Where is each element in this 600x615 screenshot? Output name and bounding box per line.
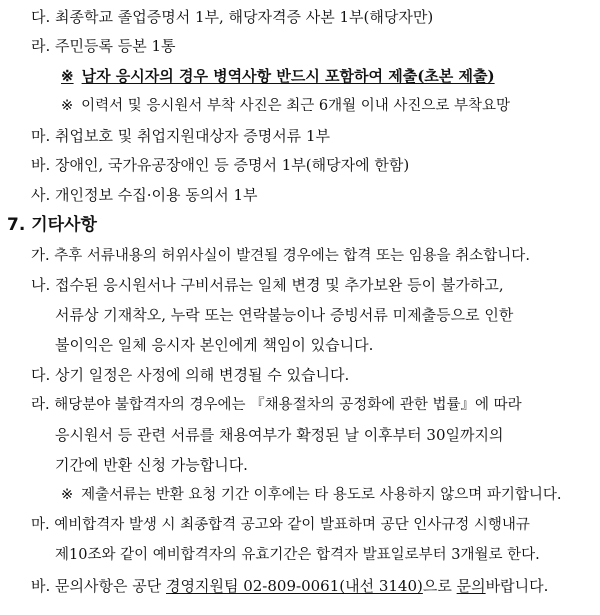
etc-item-ra-line3: 기간에 반환 신청 가능합니다. <box>55 456 248 474</box>
etc-item-ma-line1: 마. 예비합격자 발생 시 최종합격 공고와 같이 발표하며 공단 인사규정 시행내규 <box>31 517 530 533</box>
reference-mark: ※ <box>61 67 74 85</box>
return-note-text: 제출서류는 반환 요청 기간 이후에는 타 용도로 사용하지 않으며 파기합니다. <box>81 487 562 503</box>
etc-item-na-line3: 불이익은 일체 응시자 본인에게 책임이 있습니다. <box>55 336 374 354</box>
military-note <box>61 66 495 86</box>
doc-item-ma: 마. 취업보호 및 취업지원대상자 증명서류 1부 <box>31 127 330 145</box>
inquiry-mid: 으로 <box>422 577 457 595</box>
photo-note-text: 이력서 및 응시원서 부착 사진은 최근 6개월 이내 사진으로 부착요망 <box>81 98 511 114</box>
photo-note <box>61 96 510 116</box>
reference-mark: ※ <box>61 98 74 114</box>
etc-item-ga: 가. 추후 서류내용의 허위사실이 발견될 경우에는 합격 또는 임용을 취소합니다. <box>31 248 530 264</box>
inquiry-word: 문의 <box>456 577 486 595</box>
section-heading: 7. 기타사항 <box>7 215 97 235</box>
etc-item-ma-line2: 제10조와 같이 예비합격자의 유효기간은 합격자 발표일로부터 3개월로 한다. <box>55 547 540 563</box>
etc-item-na-line2: 서류상 기재착오, 누락 또는 연락불능이나 증빙서류 미제출등으로 인한 <box>55 306 514 324</box>
doc-item-ra: 라. 주민등록 등본 1통 <box>31 37 176 55</box>
contact-info: 경영지원팀 02-809-0061(내선 3140) <box>166 577 423 595</box>
etc-item-na-line1: 나. 접수된 응시원서나 구비서류는 일체 변경 및 추가보완 등이 불가하고, <box>31 276 504 294</box>
doc-item-da: 다. 최종학교 졸업증명서 1부, 해당자격증 사본 1부(해당자만) <box>31 8 434 26</box>
etc-item-ba <box>31 576 548 596</box>
etc-item-da: 다. 상기 일정은 사정에 의해 변경될 수 있습니다. <box>31 366 350 384</box>
reference-mark: ※ <box>61 487 74 503</box>
doc-item-sa: 사. 개인정보 수집·이용 동의서 1부 <box>31 186 258 204</box>
etc-item-ra-line1: 라. 해당분야 불합격자의 경우에는 『채용절차의 공정화에 관한 법률』에 따라 <box>31 397 522 413</box>
inquiry-prefix: 바. 문의사항은 공단 <box>31 577 166 595</box>
doc-item-ba: 바. 장애인, 국가유공장애인 등 증명서 1부(해당자에 한함) <box>31 156 410 174</box>
inquiry-suffix: 바랍니다. <box>485 577 549 595</box>
military-note-text: 남자 응시자의 경우 병역사항 반드시 포함하여 제출(초본 제출) <box>81 67 495 85</box>
etc-item-ra-line2: 응시원서 등 관련 서류를 채용여부가 확정된 날 이후부터 30일까지의 <box>55 426 504 444</box>
return-note <box>61 485 561 505</box>
